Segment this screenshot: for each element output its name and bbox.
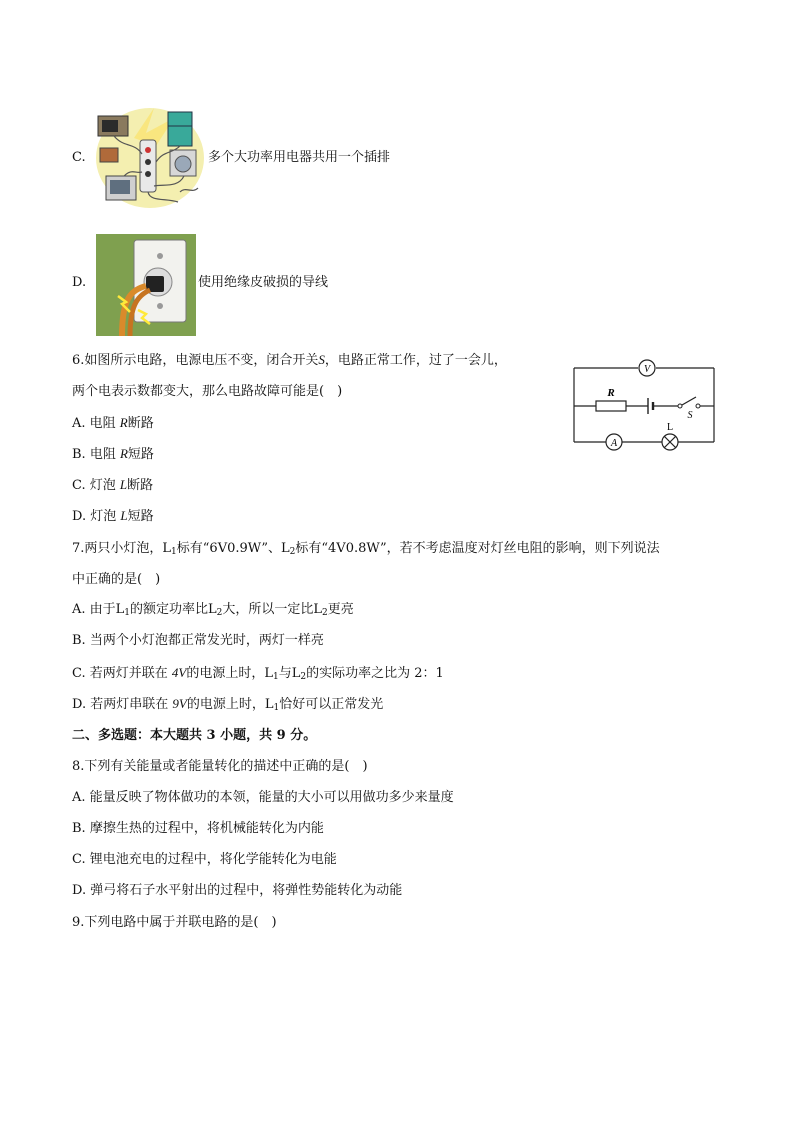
- question-8-stem: 8.下列有关能量或者能量转化的描述中正确的是( ): [72, 759, 368, 774]
- question-8-option-c: C. 锂电池充电的过程中，将化学能转化为电能: [72, 852, 337, 867]
- svg-text:S: S: [687, 410, 693, 421]
- question-7-option-a: A. 由于$L_1$的额定功率比$L_2$大，所以一定比$L_2$更亮: [72, 602, 354, 618]
- svg-text:A: A: [610, 438, 618, 449]
- svg-text:R: R: [607, 387, 615, 399]
- question-9-stem: 9.下列电路中属于并联电路的是( ): [72, 915, 277, 930]
- switch-symbol: [682, 397, 696, 405]
- svg-text:L: L: [666, 422, 674, 433]
- broken-wire-outlet-image: [96, 234, 196, 336]
- question-7-stem-line1: 7.两只小灯泡，$L_1$标有“6V0.9W”、$L_2$标有“4V0.8W”，若不考虑温度对灯丝电阻的影响，则下列说法: [72, 541, 660, 557]
- question-7-option-c: C. 若两灯并联在 4V的电源上时，$L_1$与$L_2$的实际功率之比为 2：1: [72, 665, 444, 682]
- option-d-label: D.: [72, 275, 87, 290]
- svg-text:V: V: [643, 364, 651, 375]
- option-c-text: 多个大功率用电器共用一个插排: [208, 150, 391, 165]
- circuit-diagram: [566, 356, 722, 452]
- question-6-option-b: B. 电阻 R短路: [72, 446, 154, 462]
- question-6-option-a: A. 电阻 R断路: [72, 415, 154, 431]
- section-2-heading: 二、多选题：本大题共 3 小题，共 9 分。: [72, 728, 317, 743]
- appliances-power-strip-image: [94, 98, 206, 212]
- question-6-option-d: D. 灯泡 L短路: [72, 508, 154, 524]
- question-8-option-b: B. 摩擦生热的过程中，将机械能转化为内能: [72, 821, 324, 836]
- question-8-option-d: D. 弹弓将石子水平射出的过程中，将弹性势能转化为动能: [72, 883, 403, 898]
- question-6-stem-line2: 两个电表示数都变大，那么电路故障可能是( ): [72, 384, 343, 399]
- question-7-option-b: B. 当两个小灯泡都正常发光时，两灯一样亮: [72, 633, 324, 648]
- option-d-text: 使用绝缘皮破损的导线: [198, 275, 329, 290]
- question-6-stem-line1: 6.如图所示电路，电源电压不变，闭合开关S，电路正常工作，过了一会儿，: [72, 352, 507, 368]
- option-c-label: C.: [72, 150, 86, 165]
- question-7-option-d: D. 若两灯串联在 9V的电源上时，$L_1$恰好可以正常发光: [72, 696, 384, 713]
- resistor-symbol: [596, 401, 626, 411]
- question-8-option-a: A. 能量反映了物体做功的本领，能量的大小可以用做功多少来量度: [72, 790, 454, 805]
- question-6-option-c: C. 灯泡 L断路: [72, 477, 154, 493]
- question-7-stem-line2: 中正确的是( ): [72, 572, 161, 587]
